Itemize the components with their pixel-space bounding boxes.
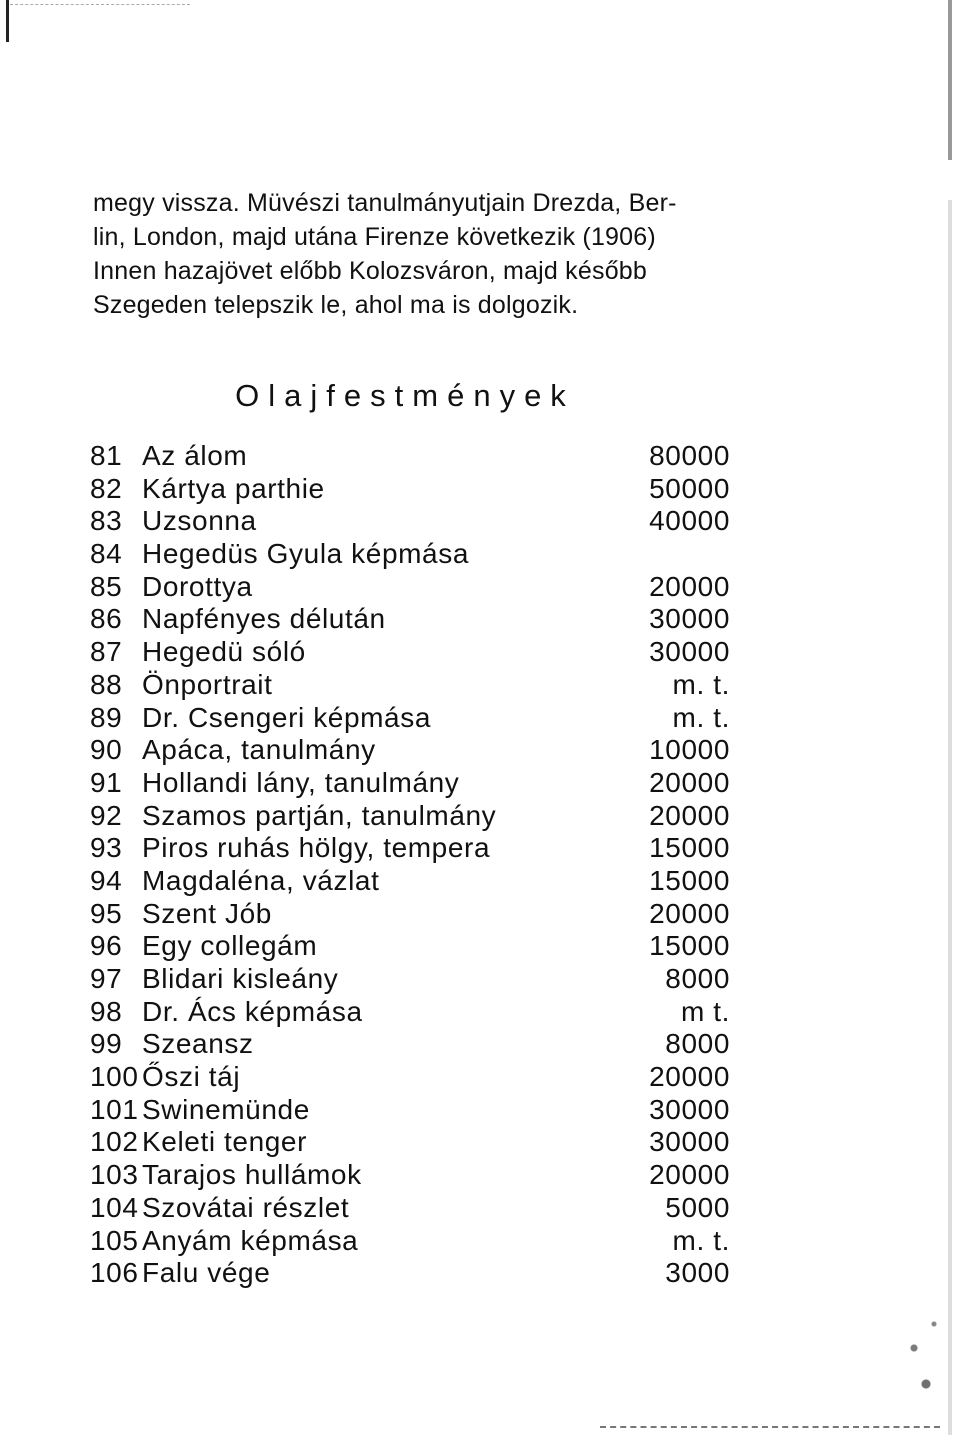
item-title: Anyám képmása [142,1224,359,1256]
item-price: m. t. [672,701,730,733]
catalogue-item [90,800,730,833]
item-number: 81 [90,440,123,471]
item-price: m t. [680,995,730,1027]
item-price: 8000 [665,1028,730,1060]
item-number: 84 [90,538,123,570]
item-title: Uzsonna [142,505,257,537]
catalogue-item [90,473,730,506]
catalogue-item [90,1225,730,1258]
catalogue-item [90,963,730,996]
catalogue-item [90,669,730,702]
item-title: Piros ruhás hölgy, tempera [142,832,491,864]
item-title: Dr. Csengeri képmása [142,701,432,733]
item-price: 20000 [649,570,730,602]
item-price: 30000 [649,1126,730,1158]
intro-line: lin, London, majd utána Firenze következik (1906) [93,223,656,251]
item-title: Apáca, tanulmány [142,734,376,766]
item-number: 96 [90,930,123,962]
item-title: Szent Jób [142,897,272,929]
catalogue-item [90,1126,730,1159]
catalogue-item [90,571,730,604]
scan-bottom-rule [600,1426,940,1429]
scan-right-border [948,0,952,1435]
item-price: 10000 [649,734,730,766]
item-title: Szamos partján, tanulmány [142,799,497,831]
catalogue-item [90,1094,730,1127]
intro-paragraph [93,186,743,322]
catalogue-item [90,930,730,963]
item-number: 104 [90,1191,139,1223]
catalogue-item [90,538,730,571]
item-price: 50000 [649,472,730,504]
item-price: 30000 [649,603,730,635]
item-price: 40000 [649,505,730,537]
item-number: 106 [90,1257,139,1289]
item-number: 103 [90,1159,139,1191]
item-title: Szeansz [142,1028,254,1060]
item-price: 8000 [665,963,730,994]
item-number: 100 [90,1061,139,1093]
catalogue-item [90,898,730,931]
item-number: 83 [90,505,123,537]
item-number: 101 [90,1093,139,1125]
catalogue-item [90,1192,730,1225]
catalogue-item [90,1061,730,1094]
section-heading: Olajfestmények [235,378,575,413]
catalogue-item [90,767,730,800]
catalogue-item [90,636,730,669]
item-price: 80000 [649,440,730,471]
item-title: Dorottya [142,570,253,602]
item-price: m. t. [672,668,730,700]
item-price: 15000 [649,864,730,896]
item-number: 86 [90,603,123,635]
item-number: 93 [90,832,123,864]
item-price: 30000 [649,636,730,668]
catalogue-item [90,996,730,1029]
intro-line: megy vissza. Müvészi tanulmányutjain Drezda, Ber- [93,189,677,217]
item-title: Magdaléna, vázlat [142,864,380,896]
item-number: 105 [90,1224,139,1256]
item-number: 89 [90,701,123,733]
item-price: 20000 [649,1061,730,1093]
catalogue-item [90,702,730,735]
scan-edge-mark [6,0,9,42]
item-number: 98 [90,995,123,1027]
item-title: Swinemünde [142,1093,310,1125]
scan-top-rule [10,4,190,6]
item-price: 30000 [649,1093,730,1125]
item-number: 90 [90,734,123,766]
item-number: 99 [90,1028,123,1060]
catalogue-item [90,1257,730,1290]
intro-line: Szegeden telepszik le, ahol ma is dolgozik. [93,291,579,319]
item-price: 20000 [649,1159,730,1191]
item-price: 20000 [649,799,730,831]
item-number: 95 [90,897,123,929]
item-title: Dr. Ács képmása [142,995,363,1027]
catalogue-item [90,865,730,898]
item-number: 97 [90,963,123,994]
catalogue-item [90,440,730,473]
item-title: Napfényes délután [142,603,386,635]
item-price: 15000 [649,832,730,864]
item-number: 82 [90,472,123,504]
item-title: Hegedüs Gyula képmása [142,538,469,570]
item-title: Kártya parthie [142,472,325,504]
catalogue-item [90,603,730,636]
catalogue-item [90,832,730,865]
item-price: m. t. [672,1224,730,1256]
item-number: 85 [90,570,123,602]
catalogue-list [90,440,730,1290]
item-title: Tarajos hullámok [142,1159,362,1191]
item-title: Falu vége [142,1257,271,1289]
scan-specks [902,1300,942,1420]
item-price: 20000 [649,897,730,929]
item-number: 94 [90,864,123,896]
item-number: 88 [90,668,123,700]
intro-line: Innen hazajövet előbb Kolozsváron, majd később [93,257,647,285]
item-number: 92 [90,799,123,831]
item-title: Blidari kisleány [142,963,339,994]
item-title: Keleti tenger [142,1126,308,1158]
item-number: 102 [90,1126,139,1158]
catalogue-item [90,1159,730,1192]
item-title: Az álom [142,440,248,471]
item-price: 5000 [665,1191,730,1223]
catalogue-item [90,505,730,538]
catalogue-item [90,1028,730,1061]
item-number: 91 [90,766,123,798]
item-number: 87 [90,636,123,668]
item-title: Hegedü sóló [142,636,306,668]
item-title: Önportrait [142,668,273,700]
item-title: Szovátai részlet [142,1191,350,1223]
item-title: Egy collegám [142,930,318,962]
item-title: Hollandi lány, tanulmány [142,766,460,798]
item-price: 15000 [649,930,730,962]
item-title: Őszi táj [142,1061,241,1093]
catalogue-item [90,734,730,767]
item-price: 20000 [649,766,730,798]
item-price: 3000 [665,1257,730,1289]
